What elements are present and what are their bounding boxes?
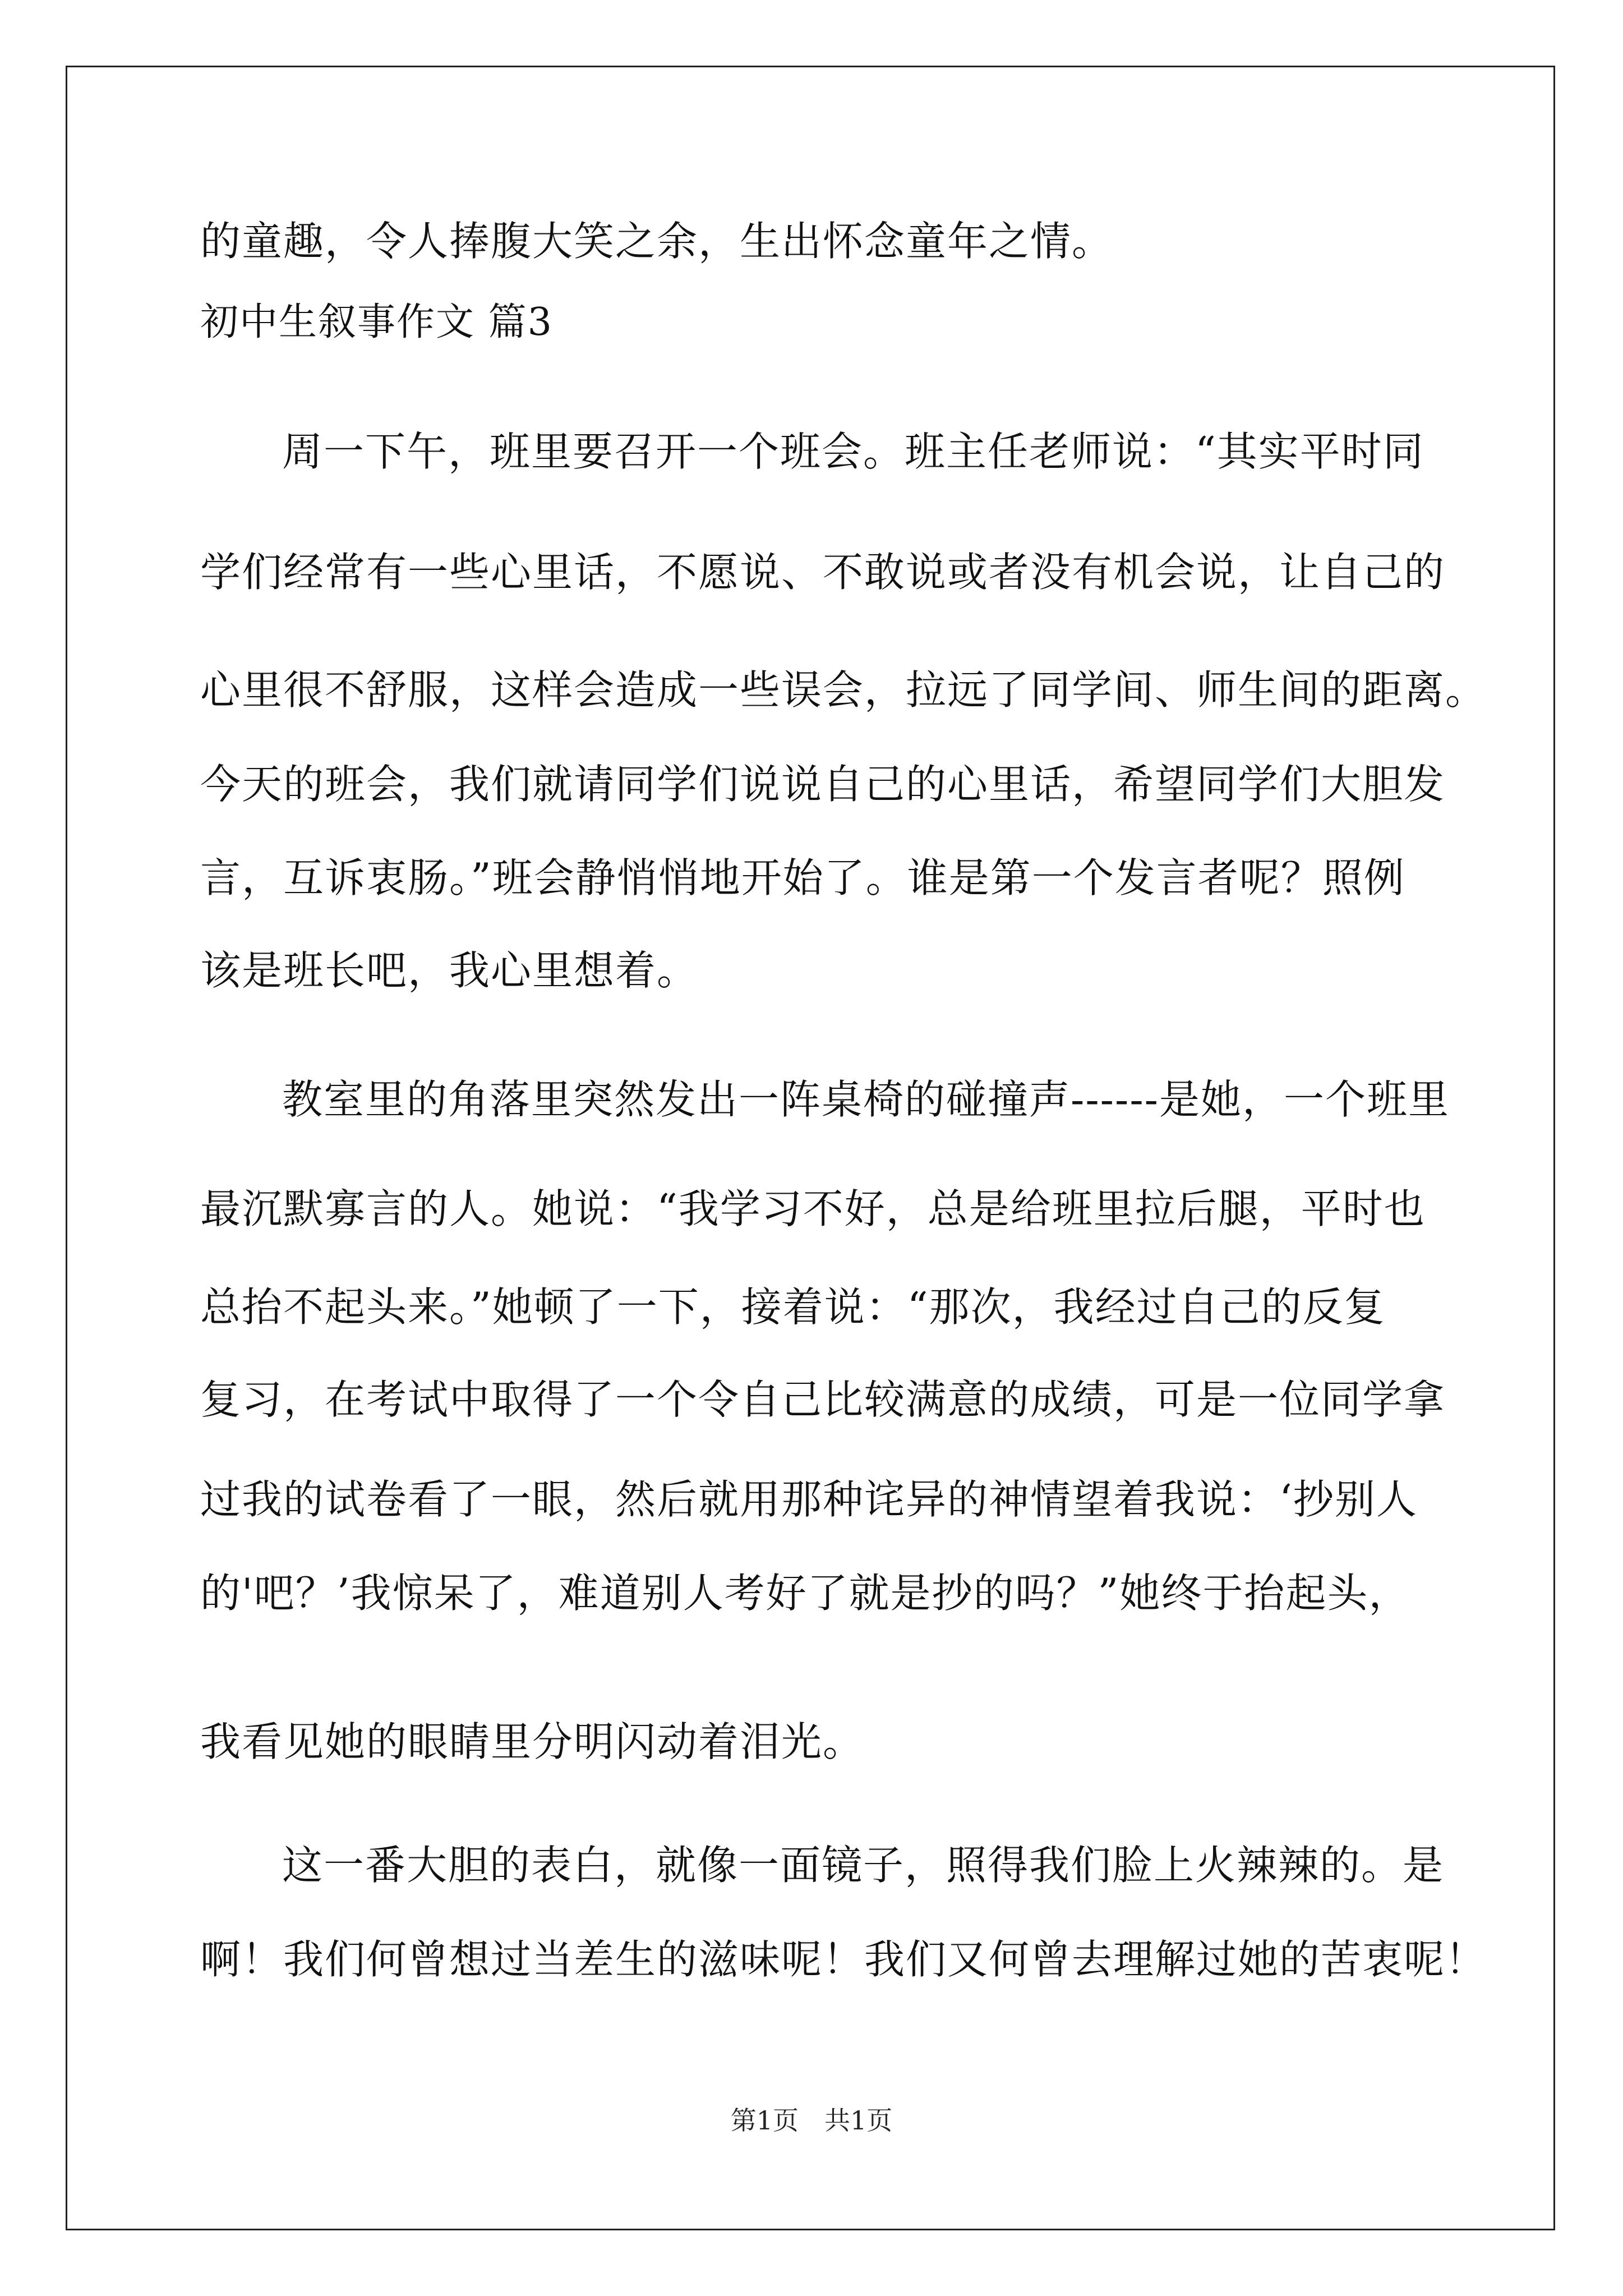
text-line: 教室里的角落里突然发出一阵桌椅的碰撞声------是她，一个班里 <box>282 1076 1450 1123</box>
page-border <box>66 66 1555 2230</box>
text-line: 今天的班会，我们就请同学们说说自己的心里话，希望同学们大胆发 <box>200 761 1446 808</box>
text-line: 复习，在考试中取得了一个令自己比较满意的成绩，可是一位同学拿 <box>200 1376 1446 1423</box>
text-line: 啊！我们何曾想过当差生的滋味呢！我们又何曾去理解过她的苦衷呢！ <box>200 1936 1487 1983</box>
text-line: 最沉默寡言的人。她说：“我学习不好，总是给班里拉后腿，平时也 <box>200 1185 1426 1232</box>
text-line: 的'吧？’我惊呆了，难道别人考好了就是抄的吗？”她终于抬起头， <box>200 1570 1410 1617</box>
text-line: 学们经常有一些心里话，不愿说、不敢说或者没有机会说，让自己的 <box>200 549 1446 596</box>
page-footer: 第1页 共1页 <box>730 2105 893 2136</box>
text-line: 过我的试卷看了一眼，然后就用那种诧异的神情望着我说：‘抄别人 <box>200 1476 1418 1523</box>
text-line: 言，互诉衷肠。”班会静悄悄地开始了。谁是第一个发言者呢？照例 <box>200 854 1405 901</box>
section-heading: 初中生叙事作文 篇3 <box>200 300 553 344</box>
text-line: 我看见她的眼睛里分明闪动着泪光。 <box>200 1718 865 1765</box>
text-line: 周一下午，班里要召开一个班会。班主任老师说：“其实平时同 <box>282 428 1424 475</box>
text-line: 心里很不舒服，这样会造成一些误会，拉远了同学间、师生间的距离。 <box>200 666 1487 714</box>
text-line: 这一番大胆的表白，就像一面镜子，照得我们脸上火辣辣的。是 <box>282 1842 1445 1889</box>
text-line: 总抬不起头来。”她顿了一下，接着说：“那次，我经过自己的反复 <box>200 1283 1386 1331</box>
text-line: 该是班长吧，我心里想着。 <box>200 947 699 994</box>
text-line: 的童趣，令人捧腹大笑之余，生出怀念童年之情。 <box>200 218 1114 265</box>
